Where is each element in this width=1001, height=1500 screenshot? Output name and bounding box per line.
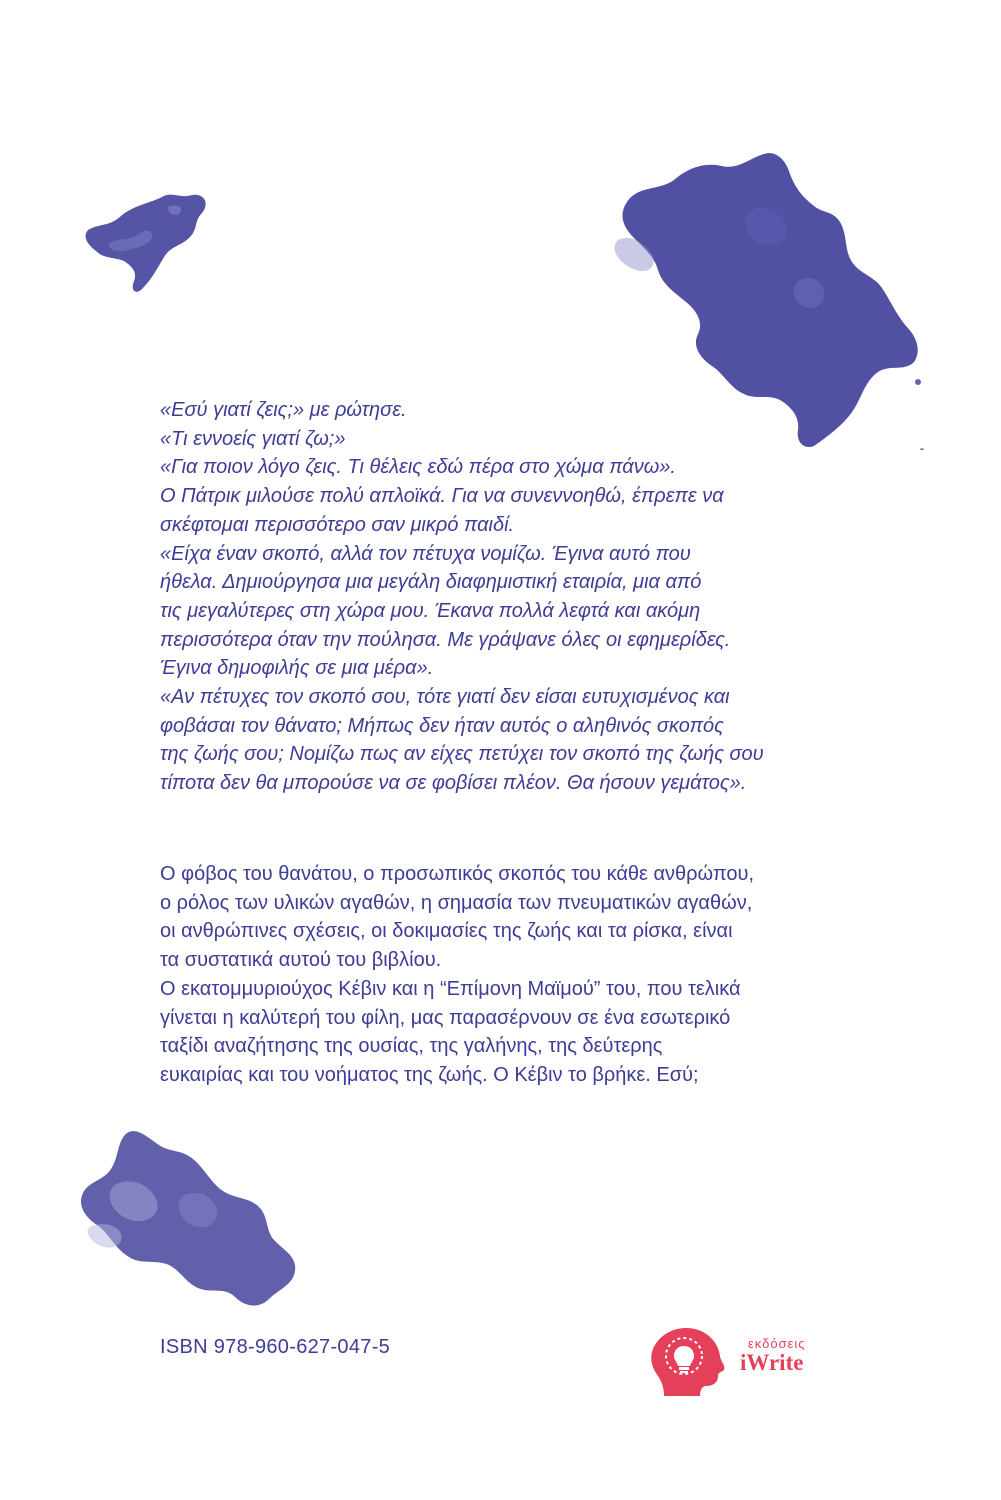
excerpt-dialogue (160, 396, 840, 798)
dialogue-line: «Αν πέτυχες τον σκοπό σου, τότε γιατί δεν είσαι ευτυχισμένος και (160, 686, 730, 709)
blurb-line: Ο φόβος του θανάτου, ο προσωπικός σκοπός του κάθε ανθρώπου, (160, 863, 755, 885)
book-blurb (160, 860, 840, 1090)
blurb-line: οι ανθρώπινες σχέσεις, οι δοκιμασίες της ζωής και τα ρίσκα, είναι (160, 920, 733, 943)
dialogue-line: Ο Πάτρικ μιλούσε πολύ απλοϊκά. Για να συνεννοηθώ, έπρεπε να (160, 485, 724, 508)
blurb-line: τα συστατικά αυτού του βιβλίου. (160, 949, 442, 972)
dialogue-line: «Εσύ γιατί ζεις;» με ρώτησε. (160, 399, 407, 421)
dialogue-line: τίποτα δεν θα μπορούσε να σε φοβίσει πλέον. Θα ήσουν γεμάτος». (160, 772, 747, 795)
ink-blot-top-left (80, 185, 220, 305)
blurb-line: ταξίδι αναζήτησης της ουσίας, της γαλήνης, της δεύτερης (160, 1035, 663, 1058)
publisher-subtitle: εκδόσεις (748, 1336, 806, 1351)
dialogue-line: ήθελα. Δημιούργησα μια μεγάλη διαφημιστική εταιρία, μια από (160, 571, 702, 594)
dialogue-line: «Τι εννοείς γιατί ζω;» (160, 427, 346, 450)
dialogue-line: Έγινα δημοφιλής σε μια μέρα». (160, 657, 434, 680)
dialogue-line: «Για ποιον λόγο ζεις. Τι θέλεις εδώ πέρα στο χώμα πάνω». (160, 456, 676, 479)
ink-blot-bottom-left (75, 1125, 305, 1310)
head-lightbulb-icon (646, 1326, 730, 1396)
blurb-line: ο ρόλος των υλικών αγαθών, η σημασία των πνευματικών αγαθών, (160, 891, 753, 914)
dialogue-line: φοβάσαι τον θάνατο; Μήπως δεν ήταν αυτός ο αληθινός σκοπός (160, 714, 724, 737)
blurb-line: γίνεται η καλύτερή του φίλη, μας παρασέρνουν σε ένα εσωτερικό (160, 1006, 731, 1029)
dialogue-line: περισσότερα όταν την πούλησα. Με γράψανε όλες οι εφημερίδες. (160, 628, 731, 651)
publisher-logo (646, 1326, 826, 1396)
isbn-number: ISBN 978-960-627-047-5 (160, 1336, 391, 1358)
dialogue-line: της ζωής σου; Νομίζω πως αν είχες πετύχει τον σκοπό της ζωής σου (160, 743, 764, 766)
blurb-line: ευκαιρίας και του νοήματος της ζωής. Ο Κέβιν το βρήκε. Εσύ; (160, 1063, 699, 1086)
blurb-line: Ο εκατομμυριούχος Κέβιν και η “Επίμονη Μαϊμού” του, που τελικά (160, 977, 741, 1000)
dialogue-line: τις μεγαλύτερες στη χώρα μου. Έκανα πολλά λεφτά και ακόμη (160, 599, 701, 622)
publisher-name: iWrite (740, 1350, 804, 1375)
dialogue-line: σκέφτομαι περισσότερο σαν μικρό παιδί. (160, 513, 515, 536)
dialogue-line: «Είχα έναν σκοπό, αλλά τον πέτυχα νομίζω. Έγινα αυτό που (160, 542, 691, 565)
